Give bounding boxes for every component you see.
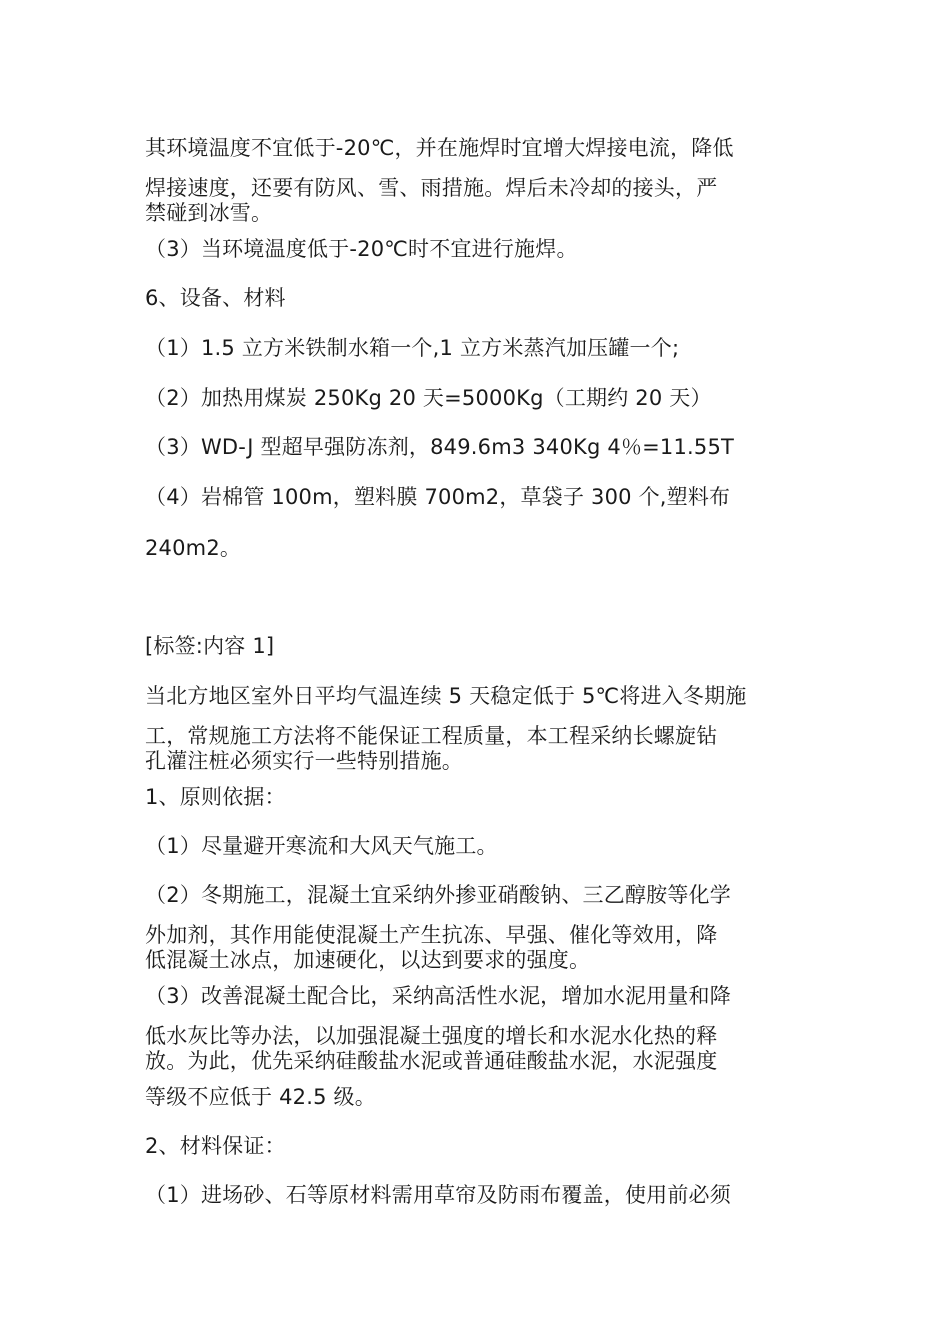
- text-line: 当北方地区室外日平均气温连续 5 天稳定低于 5℃将进入冬期施: [145, 684, 747, 708]
- text-line: （3）当环境温度低于-20℃时不宜进行施焊。: [145, 237, 578, 261]
- section-heading: 6、设备、材料: [145, 286, 286, 310]
- text-line: 工，常规施工方法将不能保证工程质量，本工程采纳长螺旋钻: [145, 724, 718, 748]
- section-heading: 2、材料保证：: [145, 1134, 286, 1158]
- text-line: （1）1.5 立方米铁制水箱一个,1 立方米蒸汽加压罐一个;: [145, 336, 680, 360]
- text-line: 孔灌注桩必须实行一些特别措施。: [145, 749, 463, 773]
- text-line: （2）冬期施工，混凝土宜采纳外掺亚硝酸钠、三乙醇胺等化学: [145, 883, 731, 907]
- text-line: 禁碰到冰雪。: [145, 201, 273, 225]
- text-line: 其环境温度不宜低于-20℃，并在施焊时宜增大焊接电流，降低: [145, 136, 734, 160]
- text-line: 焊接速度，还要有防风、雪、雨措施。焊后未冷却的接头，严: [145, 176, 718, 200]
- text-line: （1）进场砂、石等原材料需用草帘及防雨布覆盖，使用前必须: [145, 1183, 731, 1207]
- text-line: 低水灰比等办法，以加强混凝土强度的增长和水泥水化热的释: [145, 1024, 718, 1048]
- text-line: （3）改善混凝土配合比，采纳高活性水泥，增加水泥用量和降: [145, 984, 731, 1008]
- text-line: 放。为此，优先采纳硅酸盐水泥或普通硅酸盐水泥，水泥强度: [145, 1049, 718, 1073]
- text-line: （3）WD-J 型超早强防冻剂，849.6m3 340Kg 4％=11.55T: [145, 435, 735, 459]
- text-line: 低混凝土冰点，加速硬化，以达到要求的强度。: [145, 948, 591, 972]
- text-line: （1）尽量避开寒流和大风天气施工。: [145, 834, 498, 858]
- text-line: 240m2。: [145, 536, 242, 560]
- text-line: 等级不应低于 42.5 级。: [145, 1085, 376, 1109]
- section-heading: 1、原则依据：: [145, 785, 286, 809]
- tag-label: [标签:内容 1]: [145, 634, 275, 658]
- text-line: （2）加热用煤炭 250Kg 20 天=5000Kg（工期约 20 天）: [145, 386, 712, 410]
- text-line: 外加剂，其作用能使混凝土产生抗冻、早强、催化等效用，降: [145, 923, 718, 947]
- text-line: （4）岩棉管 100m，塑料膜 700m2，草袋子 300 个,塑料布: [145, 485, 731, 509]
